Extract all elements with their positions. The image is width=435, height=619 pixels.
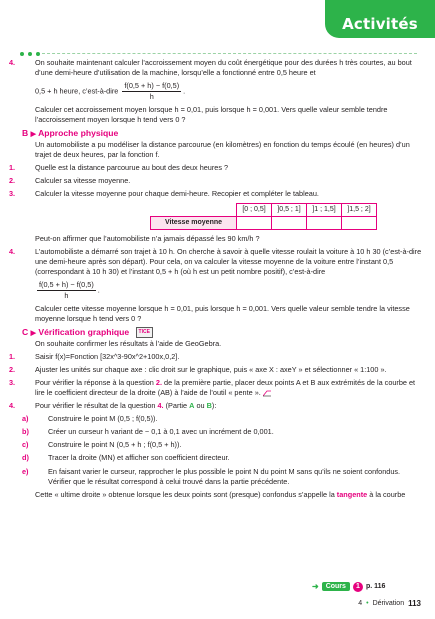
table-header-cell: [0 ; 0,5] xyxy=(237,203,272,216)
c-q3-text-b: de la première partie, placer deux points A et B aux extrémités de la courbe et lire le coefficient directeur de la droite (AB) à l’aide de l’outil « pente ». xyxy=(35,378,416,398)
arrow-right-icon: ➜ xyxy=(312,582,319,591)
q4-top-number: 4. xyxy=(9,58,16,67)
c-q4-part-b: B xyxy=(206,401,212,411)
c-q1-number: 1. xyxy=(9,351,16,361)
c-q1 xyxy=(9,351,422,362)
final-text-b: à la courbe xyxy=(369,489,406,499)
sub-letter: d) xyxy=(22,453,29,463)
sub-letter: b) xyxy=(22,427,29,437)
cours-page: p. 116 xyxy=(365,582,386,590)
list-item xyxy=(22,453,422,463)
c-q4-ou: ou xyxy=(196,401,205,411)
b-q3-number: 3. xyxy=(9,189,16,199)
b-q4-fraction xyxy=(37,280,96,301)
q4-top-text2: 0,5 + h heure, c’est-à-dire xyxy=(35,86,119,96)
q4-top-text1: On souhaite maintenant calculer l’accroissement moyen du coût énergétique pour des durées h très courtes, au bout d’une demi-heure d’utilisation de la machine, lorsqu’elle a fonctionné entre 0,5 heure et xyxy=(35,58,412,78)
table-row xyxy=(151,216,377,229)
sub-text: Construire le point N (0,5 + h ; f(0,5 + h)). xyxy=(48,440,182,450)
cours-label: Cours xyxy=(322,582,350,592)
list-item xyxy=(22,466,422,487)
q4-top-formula-line: 0,5 + h heure, c’est-à-dire $\frac{f(0,5 + h) - f(0,5)}{h}$ . xyxy=(35,81,186,102)
table-cell xyxy=(237,216,272,229)
dot xyxy=(20,52,24,56)
decorative-dots xyxy=(20,52,40,56)
b-q4 xyxy=(9,246,422,277)
activites-tab xyxy=(325,0,435,38)
list-item xyxy=(22,414,422,424)
fraction-numerator: f(0,5 + h) − f(0,5) xyxy=(37,280,96,291)
sub-letter: e) xyxy=(22,466,29,476)
sub-letter: c) xyxy=(22,440,29,450)
tice-badge: TICE xyxy=(136,327,153,338)
table-cell xyxy=(272,216,307,229)
c-q4-text-b: (Partie xyxy=(165,401,188,411)
final-note xyxy=(35,490,422,500)
table-corner xyxy=(151,203,237,216)
section-c-letter: C xyxy=(22,327,29,338)
b-q2 xyxy=(9,176,422,186)
b-q2-text: Calculer sa vitesse moyenne. xyxy=(35,176,131,186)
list-item xyxy=(22,440,422,450)
b-q2-number: 2. xyxy=(9,176,16,186)
section-b-heading xyxy=(22,128,422,140)
sub-text: Créer un curseur h variant de − 0,1 à 0,1 avec un incrément de 0,001. xyxy=(48,427,274,437)
c-q4-subitems xyxy=(22,414,422,499)
page-number: 113 xyxy=(408,599,421,608)
sub-text: En faisant varier le curseur, rapprocher le plus possible le point N du point M sans qu’ils ne soient confondus. Vérifier que le résultat correspond à celui trouvé dans la partie précédente. xyxy=(48,466,401,486)
c-q4-part-a: A xyxy=(189,401,195,411)
final-text-a: Cette « ultime droite » obtenue lorsque les deux points sont (presque) confondus s’appelle la xyxy=(35,489,335,499)
c-q4-number: 4. xyxy=(9,401,16,411)
c-q1-text: Saisir f(x)=Fonction [32x^3-90x^2+100x,0,2]. xyxy=(35,351,180,361)
cours-number: 1 xyxy=(353,582,363,592)
table-header-cell: ]1,5 ; 2] xyxy=(342,203,377,216)
table-row-label: Vitesse moyenne xyxy=(151,216,237,229)
activites-label: Activités xyxy=(342,15,418,33)
bullet-icon: • xyxy=(366,599,369,607)
b-q4-text: L’automobiliste a démarré son trajet à 10 h. On cherche à savoir à quelle vitesse roulait la voiture à 10 h 30 (c’est-à-dire une demi-heure après son départ). Pour cela, on va calculer la vitesse moyenne de la voiture entre l’instant 0,5 (correspondant à 10 h 30) et l’instant 0,5 + h (où h est un petit nombre positif), c’est-à-dire xyxy=(35,246,422,276)
fraction-denominator: h xyxy=(149,92,154,102)
chapter-number: 4 xyxy=(358,599,363,607)
dot xyxy=(28,52,32,56)
b-q1-number: 1. xyxy=(9,163,16,173)
top-divider xyxy=(42,53,417,54)
dot xyxy=(36,52,40,56)
section-b-title: Approche physique xyxy=(38,128,119,139)
list-item xyxy=(22,427,422,437)
triangle-arrow-icon: ▶ xyxy=(30,330,36,338)
q4-top-text3: Calculer cet accroissement moyen lorsque h = 0,01, puis lorsque h = 0,001. Vers quelle valeur semble tendre l’accroissement moyen lorsque h tend vers 0 ? xyxy=(35,105,388,125)
c-q3-text-a: Pour vérifier la réponse à la question xyxy=(35,378,154,388)
b-q3-after: Peut-on affirmer que l’automobiliste n’a jamais dépassé les 90 km/h ? xyxy=(35,233,260,243)
slope-tool-icon xyxy=(263,390,271,397)
section-c-title: Vérification graphique xyxy=(38,327,130,338)
table-cell xyxy=(307,216,342,229)
c-q4-text-c: ): xyxy=(211,401,217,411)
c-q4 xyxy=(9,401,422,411)
section-c-heading xyxy=(22,327,422,339)
b-q3 xyxy=(9,189,422,199)
table-header-row xyxy=(151,203,377,216)
page-footer xyxy=(358,598,421,609)
c-q2 xyxy=(9,365,422,375)
table-header-cell: ]1 ; 1,5] xyxy=(307,203,342,216)
cours-reference[interactable] xyxy=(312,581,385,592)
c-q3-number: 3. xyxy=(9,378,16,388)
b-q4-formula: $\frac{f(0,5 + h) - f(0,5)}{h}$ . xyxy=(39,279,100,300)
fraction-numerator: f(0,5 + h) − f(0,5) xyxy=(122,81,181,92)
b-q3-text: Calculer la vitesse moyenne pour chaque demi-heure. Recopier et compléter le tableau. xyxy=(35,189,319,199)
section-c-intro: On souhaite confirmer les résultats à l’aide de GeoGebra. xyxy=(35,338,222,348)
c-q3-ref: 2. xyxy=(155,378,162,388)
c-q4-ref: 4. xyxy=(157,401,164,411)
c-q3 xyxy=(9,378,422,398)
b-q1-text: Quelle est la distance parcourue au bout des deux heures ? xyxy=(35,163,229,173)
sub-text: Construire le point M (0,5 ; f(0,5)). xyxy=(48,414,158,424)
triangle-arrow-icon: ▶ xyxy=(30,131,36,139)
table-header-cell: ]0,5 ; 1] xyxy=(272,203,307,216)
c-q2-number: 2. xyxy=(9,365,16,375)
section-b-intro: Un automobiliste a pu modéliser la distance parcourue (en kilomètres) en fonction du temps écoulé (en heures) d’un trajet de deux heures, par la fonction f. xyxy=(35,140,410,160)
sub-text: Tracer la droite (MN) et afficher son coefficient directeur. xyxy=(48,453,230,463)
section-b-letter: B xyxy=(22,128,29,139)
table-cell xyxy=(342,216,377,229)
q4-top xyxy=(9,58,422,78)
c-q4-text-a: Pour vérifier le résultat de la question xyxy=(35,401,156,411)
tangente-term: tangente xyxy=(336,489,368,499)
sub-letter: a) xyxy=(22,414,29,424)
page-content xyxy=(9,58,422,503)
c-q2-text: Ajuster les unités sur chaque axe : clic droit sur le graphique, puis « axe X : axeY » et sélectionner « 1:100 ». xyxy=(35,365,387,375)
b-q4-end: Calculer cette vitesse moyenne lorsque h = 0,01, puis lorsque h = 0,001. Vers quelle valeur semble tendre la vitesse moyenne lorsque h tend vers 0 ? xyxy=(35,303,410,323)
chapter-title: Dérivation xyxy=(372,599,405,607)
b-q4-number: 4. xyxy=(9,246,16,256)
speed-table xyxy=(150,203,377,230)
b-q1 xyxy=(9,163,422,173)
fraction-denominator: h xyxy=(64,290,69,300)
q4-top-fraction xyxy=(122,81,181,102)
